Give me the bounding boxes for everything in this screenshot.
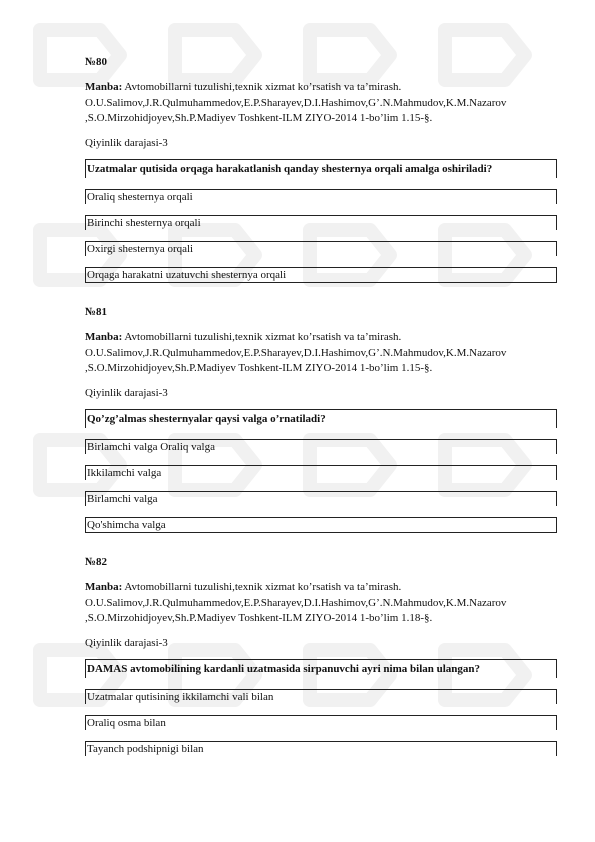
answer-option: Ikkilamchi valga <box>85 465 557 480</box>
question-block <box>85 55 557 283</box>
source-reference <box>85 330 557 377</box>
difficulty-level: Qiyinlik darajasi-3 <box>85 136 168 149</box>
source-text: Avtomobillarni tuzulishi,texnik xizmat ko’rsatish va ta’mirash. O.U.Salimov,J.R.Qulmuhammedov,E.P.Sharayev,D.I.Hashimov,G’.N.Mahmudov,K.M.Nazarov ,S.O.Mirzohidjoyev,Sh.P.Madiyev Toshkent-ILM ZIYO-2014 1-bo’lim 1.18-§. <box>85 581 507 624</box>
question-number: №81 <box>85 306 108 318</box>
question-text: DAMAS avtomobilining kardanli uzatmasida sirpanuvchi ayri nima bilan ulangan? <box>85 659 557 678</box>
difficulty-level: Qiyinlik darajasi-3 <box>85 386 168 399</box>
question-block <box>85 555 557 756</box>
question-text: Uzatmalar qutisida orqaga harakatlanish qanday shesternya orqali amalga oshiriladi? <box>85 159 557 178</box>
source-label: Manba: <box>85 581 123 593</box>
source-label: Manba: <box>85 81 123 93</box>
source-text: Avtomobillarni tuzulishi,texnik xizmat ko’rsatish va ta’mirash. O.U.Salimov,J.R.Qulmuhammedov,E.P.Sharayev,D.I.Hashimov,G’.N.Mahmudov,K.M.Nazarov ,S.O.Mirzohidjoyev,Sh.P.Madiyev Toshkent-ILM ZIYO-2014 1-bo’lim 1.15-§. <box>85 81 507 124</box>
answer-option: Tayanch podshipnigi bilan <box>85 741 557 756</box>
answer-option: Birlamchi valga <box>85 491 557 506</box>
answer-option: Uzatmalar qutisining ikkilamchi vali bilan <box>85 689 557 704</box>
answer-option: Orqaga harakatni uzatuvchi shesternya orqali <box>85 267 557 283</box>
source-reference <box>85 580 557 627</box>
answer-option: Birlamchi valga Oraliq valga <box>85 439 557 454</box>
question-number: №82 <box>85 556 108 568</box>
source-reference <box>85 80 557 127</box>
difficulty-level: Qiyinlik darajasi-3 <box>85 636 168 649</box>
question-number: №80 <box>85 56 108 68</box>
answer-option: Birinchi shesternya orqali <box>85 215 557 230</box>
answer-option: Oraliq osma bilan <box>85 715 557 730</box>
question-text: Qo’zg’almas shesternyalar qaysi valga o’rnatiladi? <box>85 409 557 428</box>
source-text: Avtomobillarni tuzulishi,texnik xizmat ko’rsatish va ta’mirash. O.U.Salimov,J.R.Qulmuhammedov,E.P.Sharayev,D.I.Hashimov,G’.N.Mahmudov,K.M.Nazarov ,S.O.Mirzohidjoyev,Sh.P.Madiyev Toshkent-ILM ZIYO-2014 1-bo’lim 1.15-§. <box>85 331 507 374</box>
source-label: Manba: <box>85 331 123 343</box>
answer-option: Oraliq shesternya orqali <box>85 189 557 204</box>
answer-option: Oxirgi shesternya orqali <box>85 241 557 256</box>
question-block <box>85 305 557 533</box>
answer-option: Qo'shimcha valga <box>85 517 557 533</box>
